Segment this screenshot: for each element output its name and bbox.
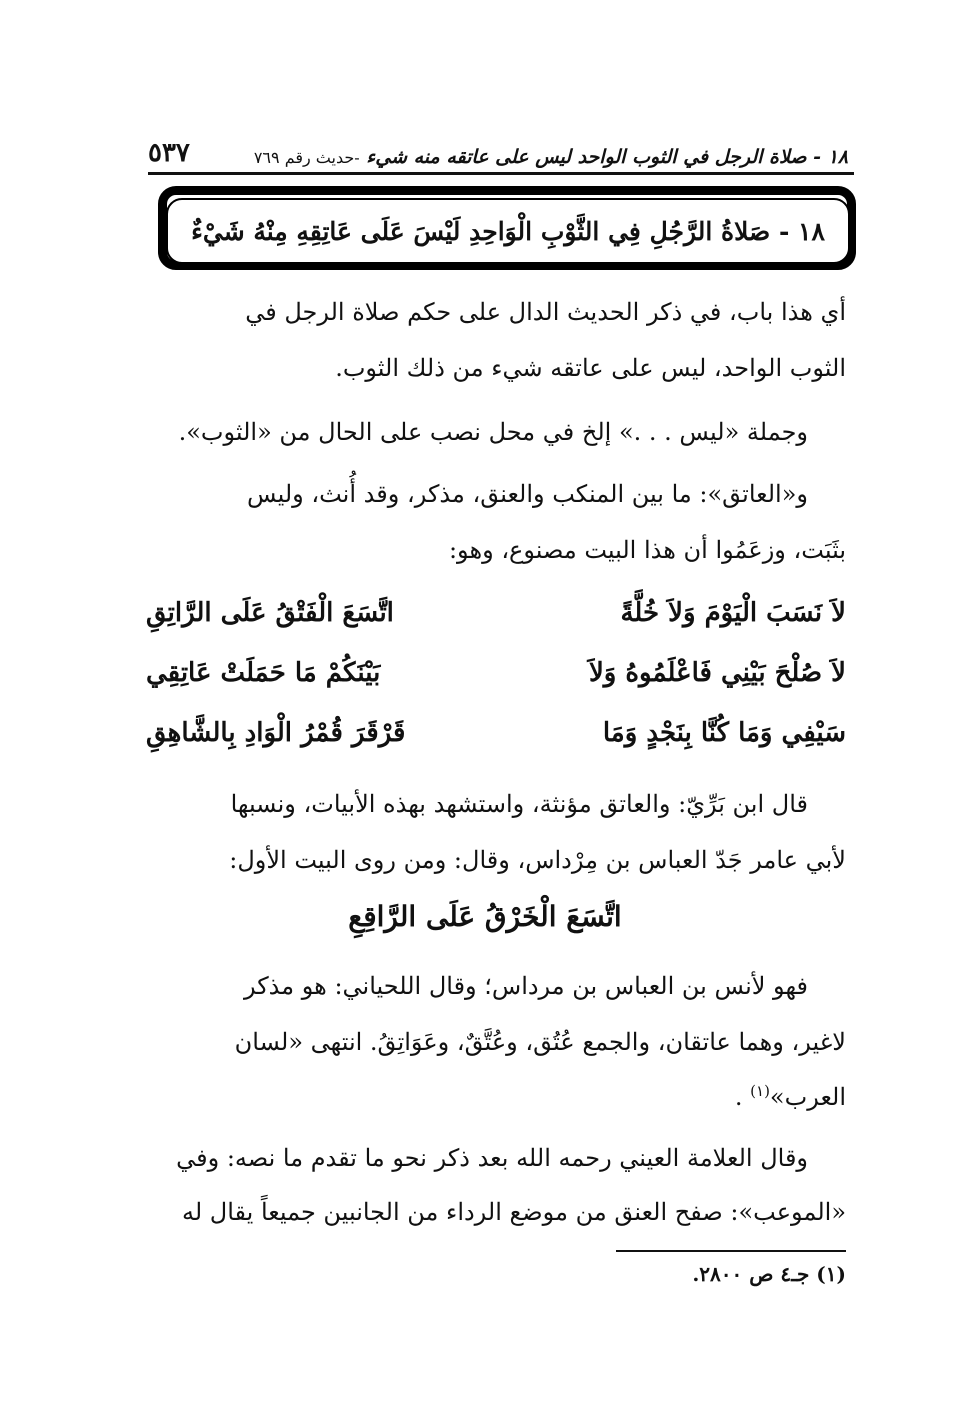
quoted-verse: اتَّسَعَ الْخَرْقُ عَلَى الرَّاقِعِ [348,900,622,933]
body-line: الثوب الواحد، ليس على عاتقه شيء من ذلك الثوب. [335,354,846,382]
body-line: لأبي عامر جَدّ العباس بن مِرْداس، وقال: ومن روى البيت الأول: [229,846,846,874]
body-line: قال ابن بَرِّيّ: والعاتق مؤنثة، واستشهد بهذه الأبيات، ونسبها [230,790,808,818]
verse-second-hemistich: قَرْقَرَ قُمْرُ الْوَادِ بِالشَّاهِقِ [146,718,406,748]
running-chapter-text: ١٨ - صلاة الرجل في الثوب الواحد ليس على عاتقه منه شيء [366,146,848,168]
sentence-end: . [734,1083,751,1111]
body-line [146,1082,846,1111]
chapter-box [166,198,850,264]
body-line: لاغير، وهما عاتقان، والجمع عُتُق، وعُتَّقٌ، وعَوَاتِقُ. انتهى «لسان [234,1028,846,1056]
verse-second-hemistich: اتَّسَعَ الْفَتْقُ عَلَى الرَّاتِقِ [146,598,394,628]
verse-line [146,718,846,768]
verse-first-hemistich: لاَ صُلْحَ بَيْنِي فَاعْلَمُوهُ وَلاَ [588,658,846,688]
body-line: «الموعب»: صفح العنق من موضع الرداء من الجانبين جميعاً يقال له [181,1198,846,1226]
body-line: وقال العلامة العيني رحمه الله بعد ذكر نحو ما تقدم ما نصه: وفي [176,1144,808,1172]
body-line: و«العاتق»: ما بين المنكب والعنق، مذكر، وقد أُنث، وليس [247,480,808,508]
body-line: وجملة «ليس . . .» إلخ في محل نصب على الحال من «الثوب». [178,418,808,446]
footnote-marker[interactable]: (١) [750,1082,770,1100]
running-chapter-title [254,146,848,168]
body-line: فهو لأنس بن العباس بن مرداس؛ وقال اللحياني: هو مذكر [244,972,808,1000]
hadith-reference: -حديث رقم ٧٦٩ [253,148,360,167]
verse-first-hemistich: لاَ نَسَبَ الْيَوْمَ وَلاَ خُلَّةً [620,598,846,628]
page-number: ٥٣٧ [148,138,190,168]
footnote: (١) جـ٤ ص ٢٨٠٠. [692,1262,846,1286]
source-title: العرب» [769,1083,846,1111]
chapter-title: ١٨ - صَلاةُ الرَّجُلِ فِي الثَّوْبِ الْوَاحِدِ لَيْسَ عَلَى عَاتِقِهِ مِنْهُ شَيْءٌ [191,216,825,246]
footnote-rule [616,1250,846,1252]
body-line: أي هذا باب، في ذكر الحديث الدال على حكم صلاة الرجل في [245,298,846,326]
header-rule [148,172,854,175]
verse-second-hemistich: بَيْنَكُمْ مَا حَمَلَتْ عَاتِقِي [146,658,381,688]
body-line: بثَبَت، وزعَمُوا أن هذا البيت مصنوع، وهو: [448,536,846,564]
running-header [148,126,848,168]
verse-line [146,598,846,648]
verse-first-hemistich: سَيْفِي وَمَا كُنَّا بِنَجْدٍ وَمَا [602,718,846,748]
verse-line [146,658,846,708]
